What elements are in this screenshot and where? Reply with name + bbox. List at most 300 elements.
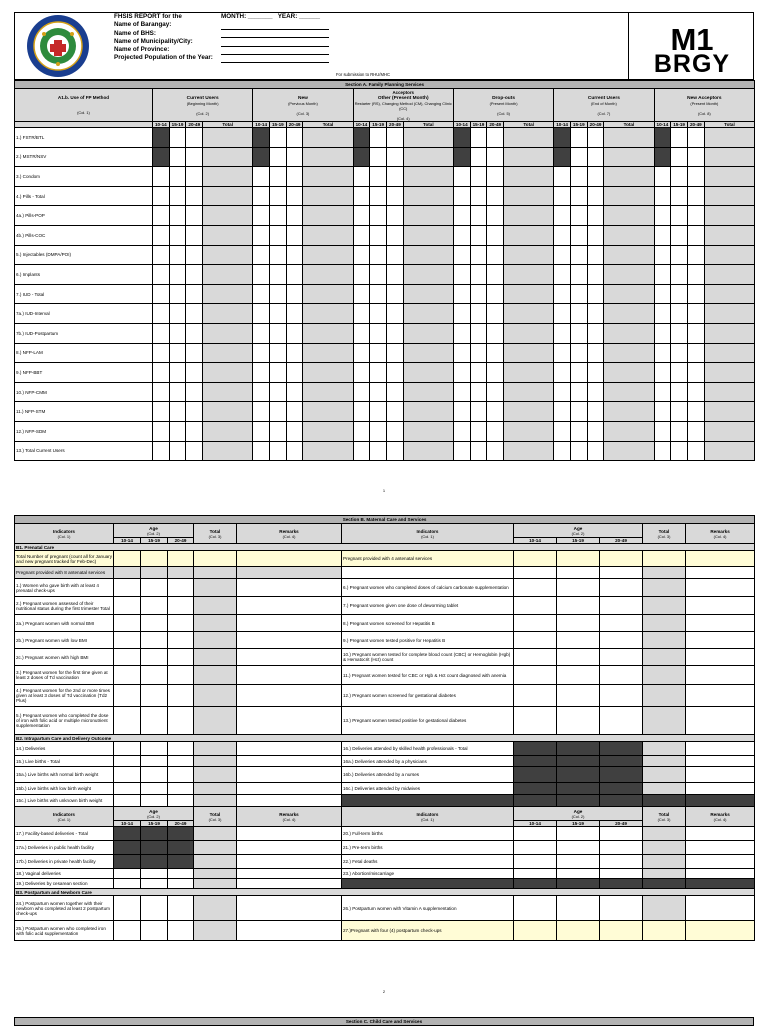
entry-cell[interactable] <box>270 206 287 226</box>
entry-cell[interactable] <box>169 206 186 226</box>
entry-cell[interactable] <box>453 402 470 422</box>
age-cell[interactable] <box>141 615 168 632</box>
entry-cell[interactable] <box>570 225 587 245</box>
entry-cell[interactable] <box>654 147 671 167</box>
entry-cell[interactable] <box>654 382 671 402</box>
entry-cell[interactable] <box>353 323 370 343</box>
entry-cell[interactable] <box>169 343 186 363</box>
entry-cell[interactable] <box>353 441 370 461</box>
age-cell[interactable] <box>114 756 141 767</box>
entry-cell[interactable] <box>554 225 571 245</box>
entry-cell[interactable] <box>453 128 470 148</box>
entry-cell[interactable] <box>671 402 688 422</box>
entry-cell[interactable] <box>353 147 370 167</box>
entry-cell[interactable] <box>470 382 487 402</box>
age-cell[interactable] <box>141 742 168 756</box>
entry-cell[interactable] <box>671 304 688 324</box>
entry-cell[interactable] <box>286 323 303 343</box>
entry-cell[interactable] <box>570 167 587 187</box>
remarks-cell[interactable] <box>686 567 755 579</box>
entry-cell[interactable] <box>671 284 688 304</box>
entry-cell[interactable] <box>370 441 387 461</box>
entry-cell[interactable] <box>470 363 487 383</box>
entry-cell[interactable] <box>671 363 688 383</box>
age-cell[interactable] <box>141 767 168 783</box>
entry-cell[interactable] <box>152 304 169 324</box>
entry-cell[interactable] <box>169 186 186 206</box>
entry-cell[interactable] <box>370 421 387 441</box>
age-cell[interactable] <box>114 597 141 615</box>
entry-cell[interactable] <box>554 206 571 226</box>
age-cell[interactable] <box>557 869 600 879</box>
entry-cell[interactable] <box>671 206 688 226</box>
age-cell[interactable] <box>168 567 194 579</box>
entry-cell[interactable] <box>470 128 487 148</box>
remarks-cell[interactable] <box>686 632 755 649</box>
entry-cell[interactable] <box>487 421 504 441</box>
age-cell[interactable] <box>557 615 600 632</box>
entry-cell[interactable] <box>487 265 504 285</box>
remarks-cell[interactable] <box>237 855 342 869</box>
entry-cell[interactable] <box>453 167 470 187</box>
entry-cell[interactable] <box>186 363 203 383</box>
entry-cell[interactable] <box>286 441 303 461</box>
entry-cell[interactable] <box>253 284 270 304</box>
entry-cell[interactable] <box>186 323 203 343</box>
entry-cell[interactable] <box>654 421 671 441</box>
entry-cell[interactable] <box>453 343 470 363</box>
entry-cell[interactable] <box>453 245 470 265</box>
age-cell[interactable] <box>168 756 194 767</box>
age-cell[interactable] <box>168 783 194 795</box>
remarks-cell[interactable] <box>237 666 342 685</box>
remarks-cell[interactable] <box>237 707 342 735</box>
remarks-cell[interactable] <box>237 742 342 756</box>
age-cell[interactable] <box>114 921 141 941</box>
age-cell[interactable] <box>168 896 194 921</box>
entry-cell[interactable] <box>370 284 387 304</box>
entry-cell[interactable] <box>487 128 504 148</box>
entry-cell[interactable] <box>687 382 704 402</box>
entry-cell[interactable] <box>587 128 604 148</box>
age-cell[interactable] <box>514 869 557 879</box>
entry-cell[interactable] <box>453 265 470 285</box>
entry-cell[interactable] <box>186 304 203 324</box>
entry-cell[interactable] <box>654 304 671 324</box>
remarks-cell[interactable] <box>686 615 755 632</box>
remarks-cell[interactable] <box>237 879 342 889</box>
entry-cell[interactable] <box>152 225 169 245</box>
entry-cell[interactable] <box>687 363 704 383</box>
entry-cell[interactable] <box>186 225 203 245</box>
entry-cell[interactable] <box>587 245 604 265</box>
entry-cell[interactable] <box>487 206 504 226</box>
entry-cell[interactable] <box>353 402 370 422</box>
entry-cell[interactable] <box>387 421 404 441</box>
age-cell[interactable] <box>514 855 557 869</box>
entry-cell[interactable] <box>387 128 404 148</box>
entry-cell[interactable] <box>470 265 487 285</box>
entry-cell[interactable] <box>253 167 270 187</box>
entry-cell[interactable] <box>570 323 587 343</box>
entry-cell[interactable] <box>152 284 169 304</box>
entry-cell[interactable] <box>470 167 487 187</box>
remarks-cell[interactable] <box>237 551 342 567</box>
entry-cell[interactable] <box>570 343 587 363</box>
entry-cell[interactable] <box>453 441 470 461</box>
remarks-cell[interactable] <box>237 756 342 767</box>
remarks-cell[interactable] <box>237 579 342 597</box>
entry-cell[interactable] <box>286 265 303 285</box>
entry-cell[interactable] <box>587 167 604 187</box>
entry-cell[interactable] <box>186 382 203 402</box>
entry-cell[interactable] <box>687 167 704 187</box>
entry-cell[interactable] <box>453 186 470 206</box>
entry-cell[interactable] <box>387 186 404 206</box>
entry-cell[interactable] <box>286 382 303 402</box>
entry-cell[interactable] <box>253 421 270 441</box>
remarks-cell[interactable] <box>686 783 755 795</box>
age-cell[interactable] <box>114 666 141 685</box>
entry-cell[interactable] <box>270 421 287 441</box>
age-cell[interactable] <box>514 896 557 921</box>
age-cell[interactable] <box>514 615 557 632</box>
entry-cell[interactable] <box>671 147 688 167</box>
entry-cell[interactable] <box>654 343 671 363</box>
age-cell[interactable] <box>514 567 557 579</box>
age-cell[interactable] <box>600 567 643 579</box>
entry-cell[interactable] <box>671 421 688 441</box>
entry-cell[interactable] <box>253 343 270 363</box>
entry-cell[interactable] <box>654 265 671 285</box>
entry-cell[interactable] <box>270 265 287 285</box>
age-cell[interactable] <box>514 632 557 649</box>
entry-cell[interactable] <box>453 304 470 324</box>
entry-cell[interactable] <box>152 265 169 285</box>
entry-cell[interactable] <box>470 186 487 206</box>
entry-cell[interactable] <box>671 323 688 343</box>
age-cell[interactable] <box>168 666 194 685</box>
entry-cell[interactable] <box>470 147 487 167</box>
age-cell[interactable] <box>168 649 194 666</box>
entry-cell[interactable] <box>554 128 571 148</box>
entry-cell[interactable] <box>186 128 203 148</box>
entry-cell[interactable] <box>570 382 587 402</box>
entry-cell[interactable] <box>687 128 704 148</box>
bhs-blank[interactable] <box>221 37 329 38</box>
age-cell[interactable] <box>600 896 643 921</box>
entry-cell[interactable] <box>487 343 504 363</box>
age-cell[interactable] <box>514 879 557 889</box>
age-cell[interactable] <box>168 632 194 649</box>
age-cell[interactable] <box>557 827 600 841</box>
entry-cell[interactable] <box>286 343 303 363</box>
entry-cell[interactable] <box>186 245 203 265</box>
entry-cell[interactable] <box>387 265 404 285</box>
population-blank[interactable] <box>221 62 329 63</box>
entry-cell[interactable] <box>453 147 470 167</box>
age-cell[interactable] <box>168 742 194 756</box>
entry-cell[interactable] <box>687 402 704 422</box>
entry-cell[interactable] <box>387 147 404 167</box>
age-cell[interactable] <box>557 567 600 579</box>
entry-cell[interactable] <box>286 167 303 187</box>
entry-cell[interactable] <box>387 284 404 304</box>
remarks-cell[interactable] <box>686 896 755 921</box>
entry-cell[interactable] <box>687 343 704 363</box>
entry-cell[interactable] <box>387 382 404 402</box>
entry-cell[interactable] <box>169 382 186 402</box>
entry-cell[interactable] <box>587 147 604 167</box>
age-cell[interactable] <box>168 879 194 889</box>
entry-cell[interactable] <box>470 304 487 324</box>
entry-cell[interactable] <box>270 441 287 461</box>
entry-cell[interactable] <box>253 363 270 383</box>
entry-cell[interactable] <box>152 421 169 441</box>
entry-cell[interactable] <box>687 284 704 304</box>
entry-cell[interactable] <box>152 206 169 226</box>
entry-cell[interactable] <box>152 402 169 422</box>
age-cell[interactable] <box>557 632 600 649</box>
entry-cell[interactable] <box>687 206 704 226</box>
age-cell[interactable] <box>557 551 600 567</box>
entry-cell[interactable] <box>587 323 604 343</box>
age-cell[interactable] <box>114 649 141 666</box>
entry-cell[interactable] <box>253 245 270 265</box>
entry-cell[interactable] <box>487 363 504 383</box>
entry-cell[interactable] <box>370 225 387 245</box>
remarks-cell[interactable] <box>237 597 342 615</box>
entry-cell[interactable] <box>286 363 303 383</box>
entry-cell[interactable] <box>186 206 203 226</box>
entry-cell[interactable] <box>353 245 370 265</box>
entry-cell[interactable] <box>587 382 604 402</box>
entry-cell[interactable] <box>570 147 587 167</box>
entry-cell[interactable] <box>487 402 504 422</box>
entry-cell[interactable] <box>387 343 404 363</box>
age-cell[interactable] <box>114 615 141 632</box>
entry-cell[interactable] <box>186 421 203 441</box>
entry-cell[interactable] <box>353 284 370 304</box>
entry-cell[interactable] <box>487 167 504 187</box>
age-cell[interactable] <box>168 579 194 597</box>
age-cell[interactable] <box>168 685 194 707</box>
entry-cell[interactable] <box>370 382 387 402</box>
entry-cell[interactable] <box>487 186 504 206</box>
entry-cell[interactable] <box>554 245 571 265</box>
entry-cell[interactable] <box>487 225 504 245</box>
entry-cell[interactable] <box>453 421 470 441</box>
entry-cell[interactable] <box>270 245 287 265</box>
age-cell[interactable] <box>168 795 194 807</box>
entry-cell[interactable] <box>570 265 587 285</box>
entry-cell[interactable] <box>487 323 504 343</box>
entry-cell[interactable] <box>453 323 470 343</box>
age-cell[interactable] <box>141 896 168 921</box>
entry-cell[interactable] <box>387 363 404 383</box>
entry-cell[interactable] <box>554 402 571 422</box>
entry-cell[interactable] <box>286 245 303 265</box>
entry-cell[interactable] <box>169 225 186 245</box>
entry-cell[interactable] <box>169 167 186 187</box>
age-cell[interactable] <box>600 666 643 685</box>
entry-cell[interactable] <box>654 206 671 226</box>
entry-cell[interactable] <box>570 363 587 383</box>
entry-cell[interactable] <box>253 128 270 148</box>
entry-cell[interactable] <box>570 284 587 304</box>
age-cell[interactable] <box>557 666 600 685</box>
age-cell[interactable] <box>168 615 194 632</box>
entry-cell[interactable] <box>587 284 604 304</box>
age-cell[interactable] <box>141 783 168 795</box>
entry-cell[interactable] <box>470 284 487 304</box>
remarks-cell[interactable] <box>237 795 342 807</box>
entry-cell[interactable] <box>186 186 203 206</box>
entry-cell[interactable] <box>671 167 688 187</box>
entry-cell[interactable] <box>487 284 504 304</box>
entry-cell[interactable] <box>453 206 470 226</box>
remarks-cell[interactable] <box>686 767 755 783</box>
entry-cell[interactable] <box>270 167 287 187</box>
age-cell[interactable] <box>114 869 141 879</box>
entry-cell[interactable] <box>169 147 186 167</box>
entry-cell[interactable] <box>671 245 688 265</box>
entry-cell[interactable] <box>186 284 203 304</box>
entry-cell[interactable] <box>570 206 587 226</box>
age-cell[interactable] <box>557 597 600 615</box>
entry-cell[interactable] <box>654 441 671 461</box>
entry-cell[interactable] <box>152 363 169 383</box>
remarks-cell[interactable] <box>686 756 755 767</box>
entry-cell[interactable] <box>470 323 487 343</box>
entry-cell[interactable] <box>387 167 404 187</box>
entry-cell[interactable] <box>353 304 370 324</box>
entry-cell[interactable] <box>353 186 370 206</box>
entry-cell[interactable] <box>687 225 704 245</box>
age-cell[interactable] <box>557 685 600 707</box>
age-cell[interactable] <box>168 921 194 941</box>
entry-cell[interactable] <box>353 421 370 441</box>
entry-cell[interactable] <box>554 186 571 206</box>
remarks-cell[interactable] <box>686 551 755 567</box>
entry-cell[interactable] <box>654 284 671 304</box>
entry-cell[interactable] <box>370 304 387 324</box>
age-cell[interactable] <box>141 879 168 889</box>
entry-cell[interactable] <box>470 245 487 265</box>
age-cell[interactable] <box>168 707 194 735</box>
entry-cell[interactable] <box>671 186 688 206</box>
province-blank[interactable] <box>221 54 329 55</box>
age-cell[interactable] <box>557 855 600 869</box>
entry-cell[interactable] <box>587 206 604 226</box>
entry-cell[interactable] <box>270 343 287 363</box>
entry-cell[interactable] <box>370 402 387 422</box>
age-cell[interactable] <box>557 879 600 889</box>
remarks-cell[interactable] <box>686 597 755 615</box>
entry-cell[interactable] <box>554 323 571 343</box>
entry-cell[interactable] <box>286 421 303 441</box>
entry-cell[interactable] <box>554 382 571 402</box>
age-cell[interactable] <box>141 632 168 649</box>
age-cell[interactable] <box>168 767 194 783</box>
age-cell[interactable] <box>557 896 600 921</box>
entry-cell[interactable] <box>671 343 688 363</box>
age-cell[interactable] <box>114 567 141 579</box>
entry-cell[interactable] <box>270 323 287 343</box>
entry-cell[interactable] <box>587 441 604 461</box>
entry-cell[interactable] <box>253 382 270 402</box>
age-cell[interactable] <box>141 567 168 579</box>
age-cell[interactable] <box>600 597 643 615</box>
entry-cell[interactable] <box>353 206 370 226</box>
remarks-cell[interactable] <box>237 685 342 707</box>
entry-cell[interactable] <box>687 265 704 285</box>
entry-cell[interactable] <box>687 323 704 343</box>
entry-cell[interactable] <box>169 421 186 441</box>
entry-cell[interactable] <box>687 421 704 441</box>
entry-cell[interactable] <box>587 343 604 363</box>
entry-cell[interactable] <box>387 225 404 245</box>
entry-cell[interactable] <box>169 245 186 265</box>
entry-cell[interactable] <box>370 323 387 343</box>
entry-cell[interactable] <box>253 265 270 285</box>
entry-cell[interactable] <box>570 441 587 461</box>
entry-cell[interactable] <box>387 441 404 461</box>
entry-cell[interactable] <box>687 304 704 324</box>
entry-cell[interactable] <box>587 265 604 285</box>
entry-cell[interactable] <box>286 225 303 245</box>
municipality-blank[interactable] <box>221 46 329 47</box>
age-cell[interactable] <box>600 707 643 735</box>
entry-cell[interactable] <box>253 225 270 245</box>
age-cell[interactable] <box>141 551 168 567</box>
age-cell[interactable] <box>514 841 557 855</box>
entry-cell[interactable] <box>570 186 587 206</box>
entry-cell[interactable] <box>671 225 688 245</box>
entry-cell[interactable] <box>270 186 287 206</box>
entry-cell[interactable] <box>152 382 169 402</box>
age-cell[interactable] <box>168 551 194 567</box>
age-cell[interactable] <box>600 827 643 841</box>
entry-cell[interactable] <box>487 304 504 324</box>
entry-cell[interactable] <box>169 284 186 304</box>
age-cell[interactable] <box>514 827 557 841</box>
entry-cell[interactable] <box>370 167 387 187</box>
entry-cell[interactable] <box>270 363 287 383</box>
entry-cell[interactable] <box>270 128 287 148</box>
entry-cell[interactable] <box>654 323 671 343</box>
entry-cell[interactable] <box>253 441 270 461</box>
age-cell[interactable] <box>168 869 194 879</box>
entry-cell[interactable] <box>587 402 604 422</box>
entry-cell[interactable] <box>353 382 370 402</box>
entry-cell[interactable] <box>152 323 169 343</box>
age-cell[interactable] <box>114 795 141 807</box>
entry-cell[interactable] <box>353 265 370 285</box>
entry-cell[interactable] <box>654 186 671 206</box>
entry-cell[interactable] <box>270 225 287 245</box>
entry-cell[interactable] <box>671 382 688 402</box>
entry-cell[interactable] <box>387 245 404 265</box>
entry-cell[interactable] <box>470 421 487 441</box>
entry-cell[interactable] <box>353 363 370 383</box>
remarks-cell[interactable] <box>237 827 342 841</box>
age-cell[interactable] <box>600 869 643 879</box>
entry-cell[interactable] <box>587 363 604 383</box>
entry-cell[interactable] <box>487 382 504 402</box>
entry-cell[interactable] <box>253 186 270 206</box>
remarks-cell[interactable] <box>686 649 755 666</box>
